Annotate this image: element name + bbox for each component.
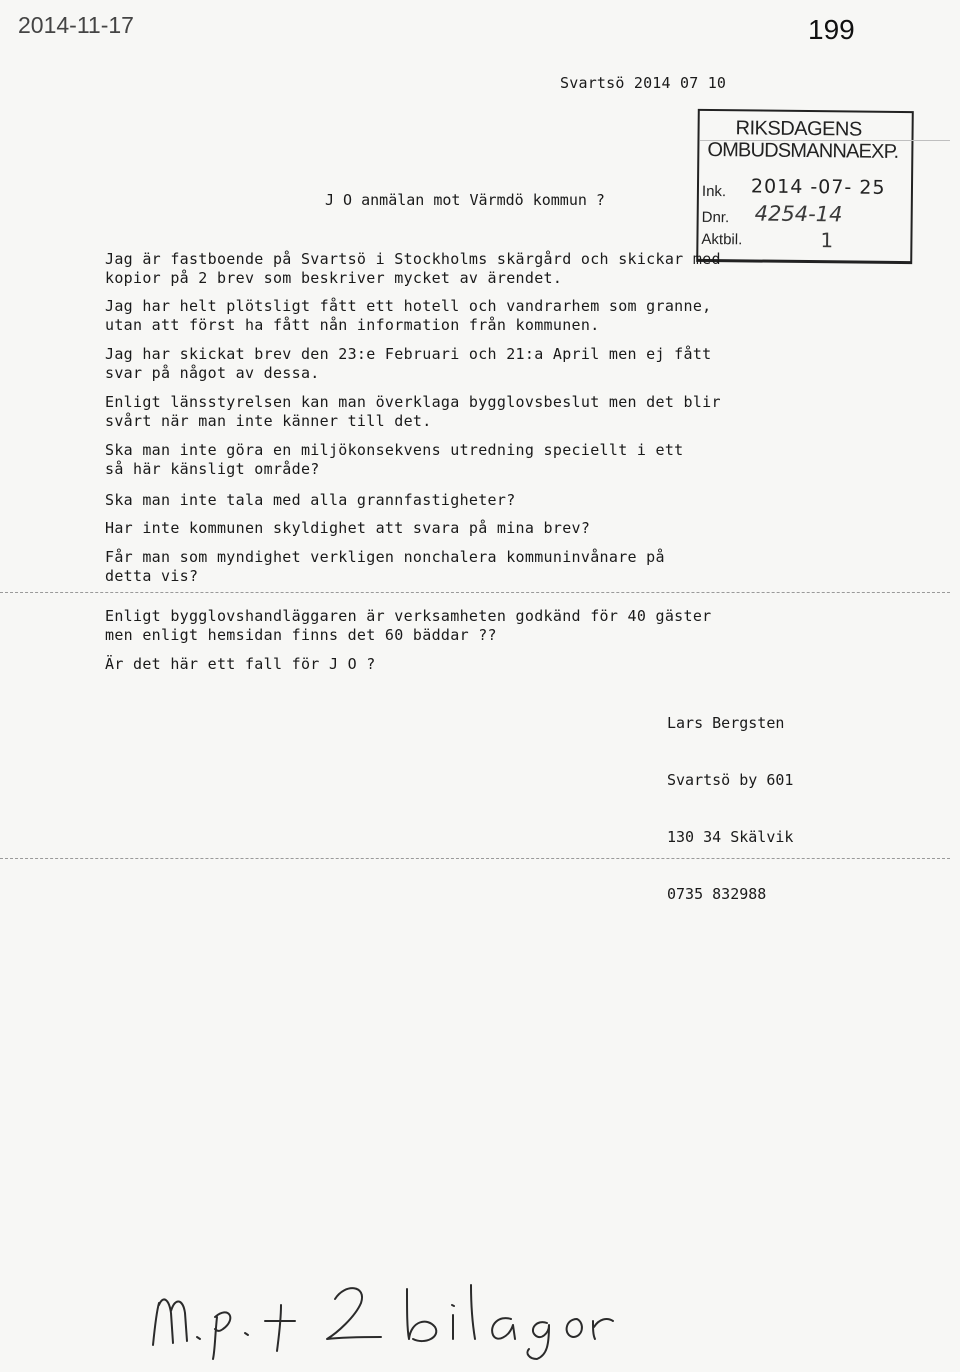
paragraph: Enligt bygglovshandläggaren är verksamheten godkänd för 40 gäster men enligt hemsidan finns det 60 bäddar ?? <box>105 607 712 644</box>
paragraph: Jag har helt plötsligt fått ett hotell och vandrarhem som granne, utan att först ha fått nån information från kommunen. <box>105 297 712 334</box>
letter-place-date: Svartsö 2014 07 10 <box>560 74 727 92</box>
print-date: 2014-11-17 <box>18 12 134 38</box>
page-number: 199 <box>808 14 855 45</box>
stamp-ink-label: Ink. <box>701 182 727 201</box>
stamp-office-line1: RIKSDAGENS <box>735 117 862 141</box>
paragraph: Enligt länsstyrelsen kan man överklaga bygglovsbeslut men det blir svårt när man inte känner till det. <box>105 393 721 430</box>
paragraph: Är det här ett fall för J O ? <box>105 655 376 673</box>
signature-name: Lars Bergsten <box>667 714 785 732</box>
paragraph: Jag har skickat brev den 23:e Februari och 21:a April men ej fått svar på något av dessa. <box>105 345 712 382</box>
paragraph: Jag är fastboende på Svartsö i Stockholms skärgård och skickar med kopior på 2 brev som beskriver mycket av ärendet. <box>105 250 721 287</box>
signature-address: Svartsö by 601 <box>667 771 794 789</box>
fold-line <box>0 858 950 859</box>
stamp-aktbil-label: Aktbil. <box>701 230 743 249</box>
fold-line <box>0 592 950 593</box>
paragraph: Får man som myndighet verkligen nonchalera kommuninvånare på detta vis? <box>105 548 665 585</box>
stamp-dnr-label: Dnr. <box>701 208 730 227</box>
stamp-office-line2: OMBUDSMANNAEXP. <box>707 138 899 163</box>
received-stamp <box>696 109 914 264</box>
handwritten-note <box>145 1255 615 1360</box>
signature-postal: 130 34 Skälvik <box>667 828 794 846</box>
stamp-dnr-number: 4254-14 <box>754 201 843 227</box>
stamp-ink-date: 2014 -07- 25 <box>750 175 886 199</box>
signature-block <box>667 676 793 942</box>
paragraph: Ska man inte göra en miljökonsekvens utredning speciellt i ett så här känsligt område? <box>105 441 684 478</box>
paragraph: Ska man inte tala med alla grannfastigheter? <box>105 491 516 509</box>
paragraph: Har inte kommunen skyldighet att svara på mina brev? <box>105 519 591 537</box>
stamp-aktbil-number: 1 <box>820 228 834 253</box>
signature-phone: 0735 832988 <box>667 885 767 903</box>
letter-subject: J O anmälan mot Värmdö kommun ? <box>325 191 605 209</box>
margin-line <box>700 140 950 141</box>
